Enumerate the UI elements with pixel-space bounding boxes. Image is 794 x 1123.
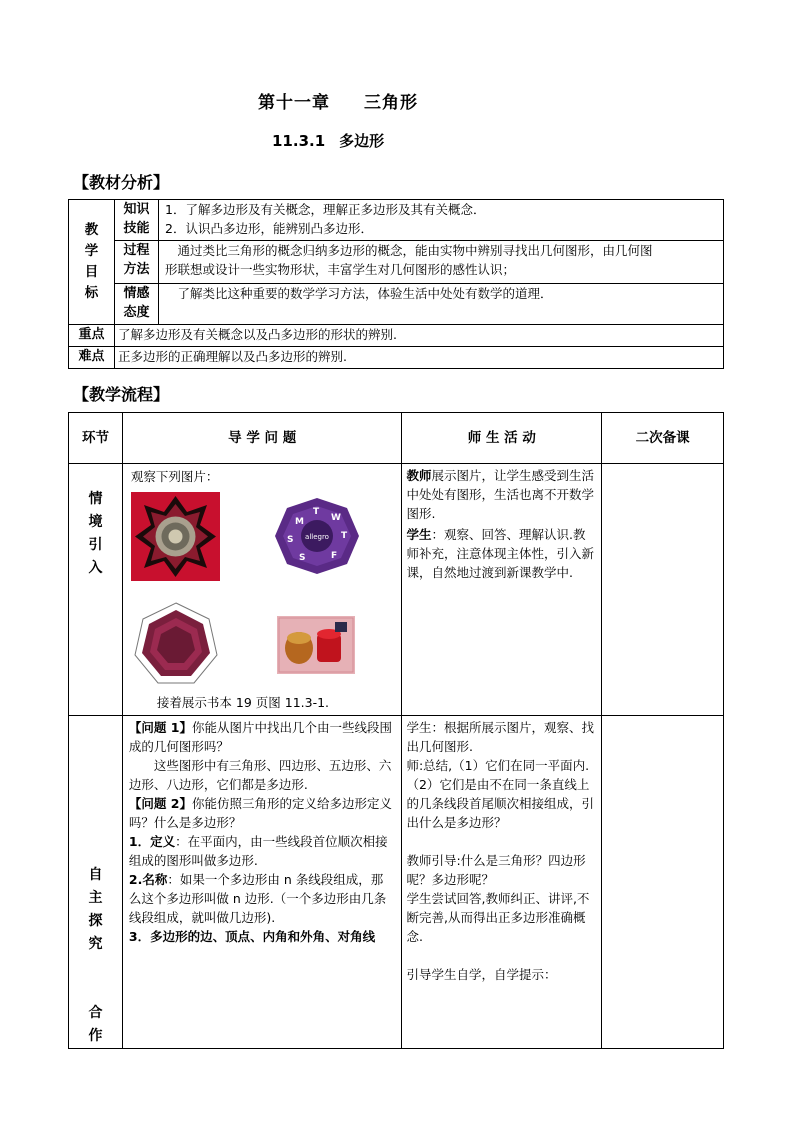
flow-heading: 【教学流程】 [73, 385, 170, 404]
difficult-text: 正多边形的正确理解以及凸多边形的辨别. [115, 347, 724, 369]
stage-char: 引 [88, 537, 103, 553]
red-box-image [277, 616, 355, 674]
category-knowledge [115, 200, 159, 241]
text-line: 形联想或设计一些实物形状，丰富学生对几何图形的感性认识； [165, 262, 516, 277]
teacher-label: 教师 [406, 468, 432, 483]
question1-label: 【问题 1】 [128, 720, 192, 735]
section-number: 11.3.1 [272, 132, 326, 150]
key-label: 重点 [69, 325, 115, 347]
stage-intro [69, 464, 123, 716]
star-heptagon-image [133, 600, 219, 686]
pillbox-letter: W [330, 513, 341, 523]
caption-text: 接着展示书本 19 页图 11.3-1. [156, 695, 330, 710]
intro-guide-cell [122, 464, 402, 716]
text-line: 了解类比这种重要的数学学习方法，体验生活中处处有数学的道理． [165, 286, 553, 301]
student-text: ：观察、回答、理解认识.教师补充，注意体现主体性，引入新课，自然地过渡到新课教学中. [406, 527, 594, 580]
goal-char: 标 [84, 285, 99, 301]
cat-text: 知识 [123, 202, 150, 217]
cat-text: 态度 [123, 305, 150, 320]
activity-line: 引导学生自学，自学提示： [406, 967, 557, 982]
text-line: 2．认识凸多边形，能辨别凸多边形． [165, 221, 373, 236]
pillbox-letter: F [330, 551, 338, 561]
difficult-label: 难点 [69, 347, 115, 369]
key-text: 了解多边形及有关概念以及凸多边形的形状的辨别. [115, 325, 724, 347]
header-activity: 师 生 活 动 [402, 413, 602, 464]
cat-text: 情感 [123, 286, 150, 301]
stage-char: 主 [88, 890, 103, 906]
goal-char: 学 [84, 243, 99, 259]
text-line: 1．了解多边形及有关概念，理解正多边形及其有关概念． [165, 202, 486, 217]
stage-char: 合 [88, 1005, 103, 1021]
goal-char: 目 [84, 264, 99, 280]
knowledge-text [159, 200, 724, 241]
activity-line: 学生：根据所展示图片，观察、找出几何图形. [406, 720, 594, 754]
category-process [115, 241, 159, 284]
section-name: 多边形 [339, 132, 385, 150]
activity-line: 师:总结,（1）它们在同一平面内. [406, 758, 590, 773]
analysis-table [68, 199, 724, 369]
header-stage: 环节 [69, 413, 123, 464]
medallion-image [131, 492, 220, 581]
naming-text: ：如果一个多边形由 n 条线段组成，那么这个多边形叫做 n 边形.（一个多边形由几条线段组成，就叫做几边形). [128, 872, 387, 925]
chapter-title [258, 88, 418, 113]
header-notes: 二次备课 [602, 413, 724, 464]
activity-line: （2）它们是由不在同一条直线上的几条线段首尾顺次相接组成，引出什么是多边形？ [406, 777, 594, 830]
section-title [272, 130, 384, 151]
goal-label [69, 200, 115, 325]
chapter-number: 第十一章 [258, 93, 330, 113]
stage-char: 探 [88, 913, 103, 929]
stage-char: 作 [88, 1028, 103, 1044]
chapter-name: 三角形 [364, 93, 418, 113]
stage-char: 自 [88, 867, 103, 883]
observe-text: 观察下列图片： [130, 469, 219, 484]
stage-explore [69, 716, 123, 1049]
intro-activity-cell [402, 464, 602, 716]
intro-notes-cell [602, 464, 724, 716]
question2-label: 【问题 2】 [128, 796, 192, 811]
process-text [159, 241, 724, 284]
attitude-text [159, 284, 724, 325]
definition-label: 1．定义 [128, 834, 176, 849]
cat-text: 过程 [123, 243, 150, 258]
student-label: 学生 [406, 527, 432, 542]
parts-text: 3．多边形的边、顶点、内角和外角、对角线 [128, 929, 376, 944]
stage-char: 入 [88, 560, 103, 576]
explore-guide-cell [122, 716, 402, 1049]
cat-text: 技能 [123, 221, 150, 236]
definition-text: ：在平面内，由一些线段首位顺次相接组成的图形叫做多边形. [128, 834, 388, 868]
question2-text: 你能仿照三角形的定义给多边形定义吗？什么是多边形？ [128, 796, 392, 830]
pillbox-letter: S [286, 535, 294, 545]
stage-char: 境 [88, 514, 103, 530]
pillbox-letter: M [294, 517, 304, 527]
text-line: 通过类比三角形的概念归纳多边形的概念，能由实物中辨别寻找出几何图形，由几何图 [165, 243, 653, 258]
pillbox-brand: allegro [304, 533, 329, 541]
activity-line: 学生尝试回答,教师纠正、讲评,不断完善,从而得出正多边形准确概念. [406, 891, 590, 944]
analysis-heading: 【教材分析】 [73, 173, 170, 192]
goal-char: 教 [84, 222, 99, 238]
activity-line: 教师引导:什么是三角形？四边形呢？多边形呢？ [406, 853, 586, 887]
pillbox-letter: T [312, 507, 320, 517]
stage-char: 情 [88, 491, 103, 507]
naming-label: 2.名称 [128, 872, 168, 887]
stage-char: 究 [88, 936, 103, 952]
question1-answer: 这些图形中有三角形、四边形、五边形、六边形、八边形，它们都是多边形. [128, 758, 392, 792]
explore-activity-cell [402, 716, 602, 1049]
pillbox-image [273, 496, 361, 576]
question1-text: 你能从图片中找出几个由一些线段围成的几何图形吗？ [128, 720, 392, 754]
pillbox-letter: T [340, 531, 348, 541]
pillbox-letter: S [298, 553, 306, 563]
flow-table [68, 412, 724, 1049]
cat-text: 方法 [123, 262, 150, 277]
header-guide: 导 学 问 题 [122, 413, 402, 464]
teacher-text: 展示图片，让学生感受到生活中处处有图形，生活也离不开数学图形. [406, 468, 594, 521]
explore-notes-cell [602, 716, 724, 1049]
category-attitude [115, 284, 159, 325]
